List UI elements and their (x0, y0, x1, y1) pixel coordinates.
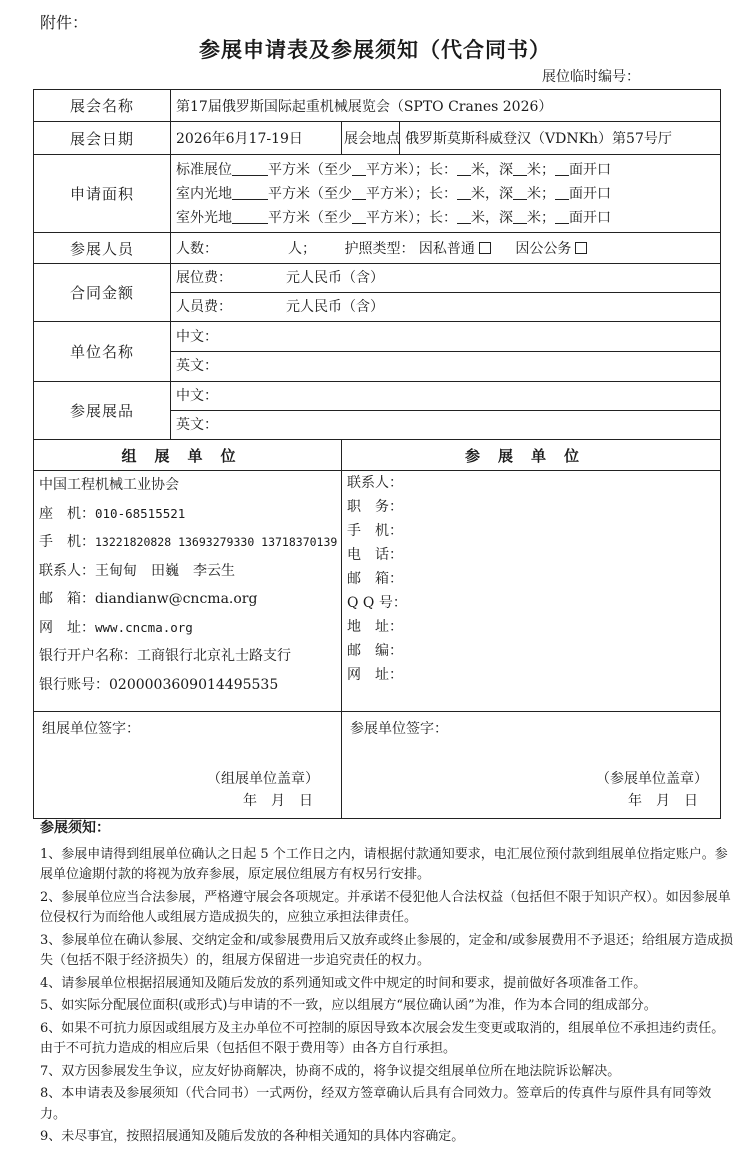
participant-phone-field[interactable]: 电 话： (347, 547, 403, 563)
participant-seal: （参展单位盖章） (596, 771, 709, 787)
organizer-info (34, 471, 342, 712)
area-option-standard[interactable]: 标准展位 平方米（至少 平方米）；长： 米，深 米； 面开口 (176, 158, 715, 182)
exhibit-label: 参展展品 (34, 382, 171, 440)
company-label: 单位名称 (34, 322, 171, 382)
exhibit-cn-field[interactable]: 中文： (176, 388, 218, 404)
exhibition-venue-label: 展会地点 (342, 122, 400, 155)
staff-fee-field[interactable]: 人员费： 元人民币（含） (171, 292, 720, 321)
notice-item: 8、本申请表及参展须知（代合同书）一式两份，经双方签章确认后具有合同效力。签章后的传真件与原件具有同等效力。 (40, 1086, 712, 1122)
organizer-email: 邮 箱：diandianw@cncma.org (39, 591, 258, 607)
organizer-sign-date: 年 月 日 (243, 793, 313, 809)
exhibit-en-field[interactable]: 英文： (171, 410, 720, 439)
notice-item: 9、未尽事宜，按照招展通知及随后发放的各种相关通知的具体内容确定。 (40, 1129, 465, 1144)
participant-address-field[interactable]: 地 址： (347, 619, 403, 635)
staff-label: 参展人员 (34, 233, 171, 264)
notice-section (40, 818, 735, 1150)
notice-item: 1、参展申请得到组展单位确认之日起 5 个工作日之内，请根据付款通知要求，电汇展位预付款到组展单位指定账户。参展单位逾期付款的将视为放弃参展，原定展位组展方有权另行安排。 (40, 846, 728, 882)
attachment-label: 附件： (40, 13, 89, 32)
signature-row (34, 712, 721, 819)
page-title: 参展申请表及参展须知（代合同书） (199, 38, 551, 62)
notice-item: 5、如实际分配展位面积(或形式)与申请的不一致，应以组展方“展位确认函”为准，作为本合同的组成部分。 (40, 998, 657, 1013)
booth-fee-field[interactable]: 展位费： 元人民币（含） (176, 270, 384, 286)
area-label: 申请面积 (34, 155, 171, 233)
participant-signature-area[interactable] (342, 712, 721, 819)
exhibition-name-value: 第17届俄罗斯国际起重机械展览会（SPTO Cranes 2026） (171, 90, 721, 122)
participant-sign-date: 年 月 日 (628, 793, 699, 809)
booth-temp-number-label: 展位临时编号： (542, 69, 640, 85)
notice-item: 6、如果不可抗力原因或组展方及主办单位不可控制的原因导致本次展会发生变更或取消的，组展单位不承担违约责任。由于不可抗力造成的相应后果（包括但不限于费用等）由各方自行承担。 (40, 1020, 725, 1056)
company-values (171, 322, 721, 382)
participant-sign-label: 参展单位签字： (350, 721, 448, 737)
exhibition-date-row (34, 122, 721, 155)
organizer-name: 中国工程机械工业协会 (39, 477, 179, 493)
participant-mobile-field[interactable]: 手 机： (347, 523, 403, 539)
organizer-phone: 座 机：010-68515521 (39, 505, 186, 522)
participant-title-field[interactable]: 职 务： (347, 499, 403, 515)
exhibit-row (34, 382, 721, 440)
organizer-mobile: 手 机：13221820828 13693279330 13718370139 (39, 534, 338, 550)
company-row (34, 322, 721, 382)
company-cn-field[interactable]: 中文： (176, 329, 218, 345)
participant-info (342, 471, 721, 712)
organizer-bank: 银行开户名称：工商银行北京礼士路支行 (39, 648, 291, 664)
organizer-sign-label: 组展单位签字： (42, 721, 140, 737)
notice-item: 3、参展单位在确认参展、交纳定金和/或参展费用后又放弃或终止参展的，定金和/或参展费用不予退还；给组展方造成损失（包括不限于经济损失）的，组展方保留进一步追究责任的权力。 (40, 932, 734, 968)
organizer-email-link[interactable]: diandianw@cncma.org (95, 591, 258, 607)
notice-item: 7、双方因参展发生争议，应友好协商解决，协商不成的，将争议提交组展单位所在地法院诉讼解决。 (40, 1063, 621, 1079)
participant-qq-field[interactable]: Q Q 号： (347, 595, 407, 611)
organizer-signature-area[interactable] (34, 712, 342, 819)
exhibition-venue-value: 俄罗斯莫斯科威登汉（VDNKh）第57号厅 (400, 122, 721, 155)
application-form (33, 89, 721, 819)
staff-row (34, 233, 721, 264)
organizer-website: 网 址：www.cncma.org (39, 619, 193, 636)
organizer-seal: （组展单位盖章） (207, 771, 319, 787)
exhibition-name-row (34, 90, 721, 122)
organizer-contact: 联系人：王甸甸 田巍 李云生 (39, 562, 235, 579)
notice-item: 4、请参展单位根据招展通知及随后发放的系列通知或文件中规定的时间和要求，提前做好各项准备工作。 (40, 975, 647, 991)
area-options (171, 155, 721, 233)
area-option-indoor[interactable]: 室内光地 平方米（至少 平方米）；长： 米，深 米； 面开口 (176, 182, 715, 206)
staff-value: 人数： 人； 护照类型： 因私普通 因公公务 (171, 233, 721, 264)
organizer-website-link[interactable]: www.cncma.org (95, 619, 193, 635)
participant-email-field[interactable]: 邮 箱： (347, 571, 403, 587)
parties-info-row (34, 471, 721, 712)
participant-header: 参展单位 (342, 440, 721, 471)
passport-public-checkbox[interactable] (575, 242, 587, 254)
parties-header-row (34, 440, 721, 471)
notice-item: 2、参展单位应当合法参展，严格遵守展会各项规定。并承诺不侵犯他人合法权益（包括但不限于知识产权）。如因参展单位侵权行为而给他人或组展方造成损失的，应独立承担法律责任。 (40, 889, 731, 925)
organizer-header: 组展单位 (34, 440, 342, 471)
amount-row (34, 264, 721, 322)
notice-title: 参展须知： (40, 820, 110, 836)
exhibition-date-value: 2026年6月17-19日 (171, 122, 342, 155)
participant-postcode-field[interactable]: 邮 编： (347, 643, 403, 659)
amount-values (171, 264, 721, 322)
area-row (34, 155, 721, 233)
exhibit-values (171, 382, 721, 440)
exhibition-date-label: 展会日期 (34, 122, 171, 155)
passport-private-checkbox[interactable] (479, 242, 491, 254)
organizer-account: 银行账号：0200003609014495535 (39, 676, 279, 693)
participant-website-field[interactable]: 网 址： (347, 667, 403, 683)
company-en-field[interactable]: 英文： (171, 351, 720, 380)
exhibition-name-label: 展会名称 (34, 90, 171, 122)
amount-label: 合同金额 (34, 264, 171, 322)
area-option-outdoor[interactable]: 室外光地 平方米（至少 平方米）；长： 米，深 米； 面开口 (176, 206, 715, 230)
participant-contact-field[interactable]: 联系人： (347, 475, 403, 491)
